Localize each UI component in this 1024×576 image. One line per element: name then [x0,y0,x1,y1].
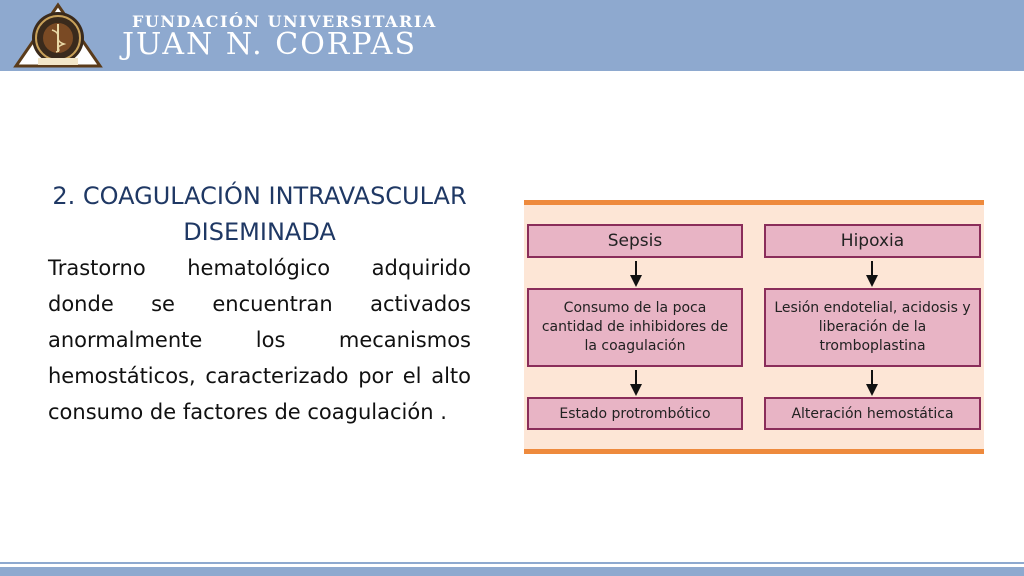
flow-box-estado: Estado protrombótico [527,397,743,430]
panel-top-bar [524,200,984,205]
flow-box-consumo: Consumo de la poca cantidad de inhibidores de la coagulación [527,288,743,367]
institution-subtitle: FUNDACIÓN UNIVERSITARIA [132,12,437,31]
flow-box-hipoxia: Hipoxia [764,224,981,258]
arrow-down-icon [630,370,642,398]
arrow-down-icon [866,261,878,289]
arrow-down-icon [630,261,642,289]
flow-box-alteracion: Alteración hemostática [764,397,981,430]
header-bar [0,0,1024,71]
slide-title: 2. COAGULACIÓN INTRAVASCULAR DISEMINADA [52,182,467,246]
panel-bottom-bar [524,449,984,454]
flowchart-panel [524,200,984,454]
institution-name: JUAN N. CORPAS [122,27,418,62]
flow-box-lesion: Lesión endotelial, acidosis y liberación de la tromboplastina [764,288,981,367]
flow-box-sepsis: Sepsis [527,224,743,258]
content-text [48,178,471,430]
arrow-down-icon [866,370,878,398]
university-logo-icon [12,2,104,70]
footer-divider [0,562,1024,564]
footer-bar [0,567,1024,576]
slide-body: Trastorno hematológico adquirido donde se encuentran activados anormalmente los mecanismos hemostáticos, caracterizado por el alto consumo de factores de coagulación . [48,256,471,424]
